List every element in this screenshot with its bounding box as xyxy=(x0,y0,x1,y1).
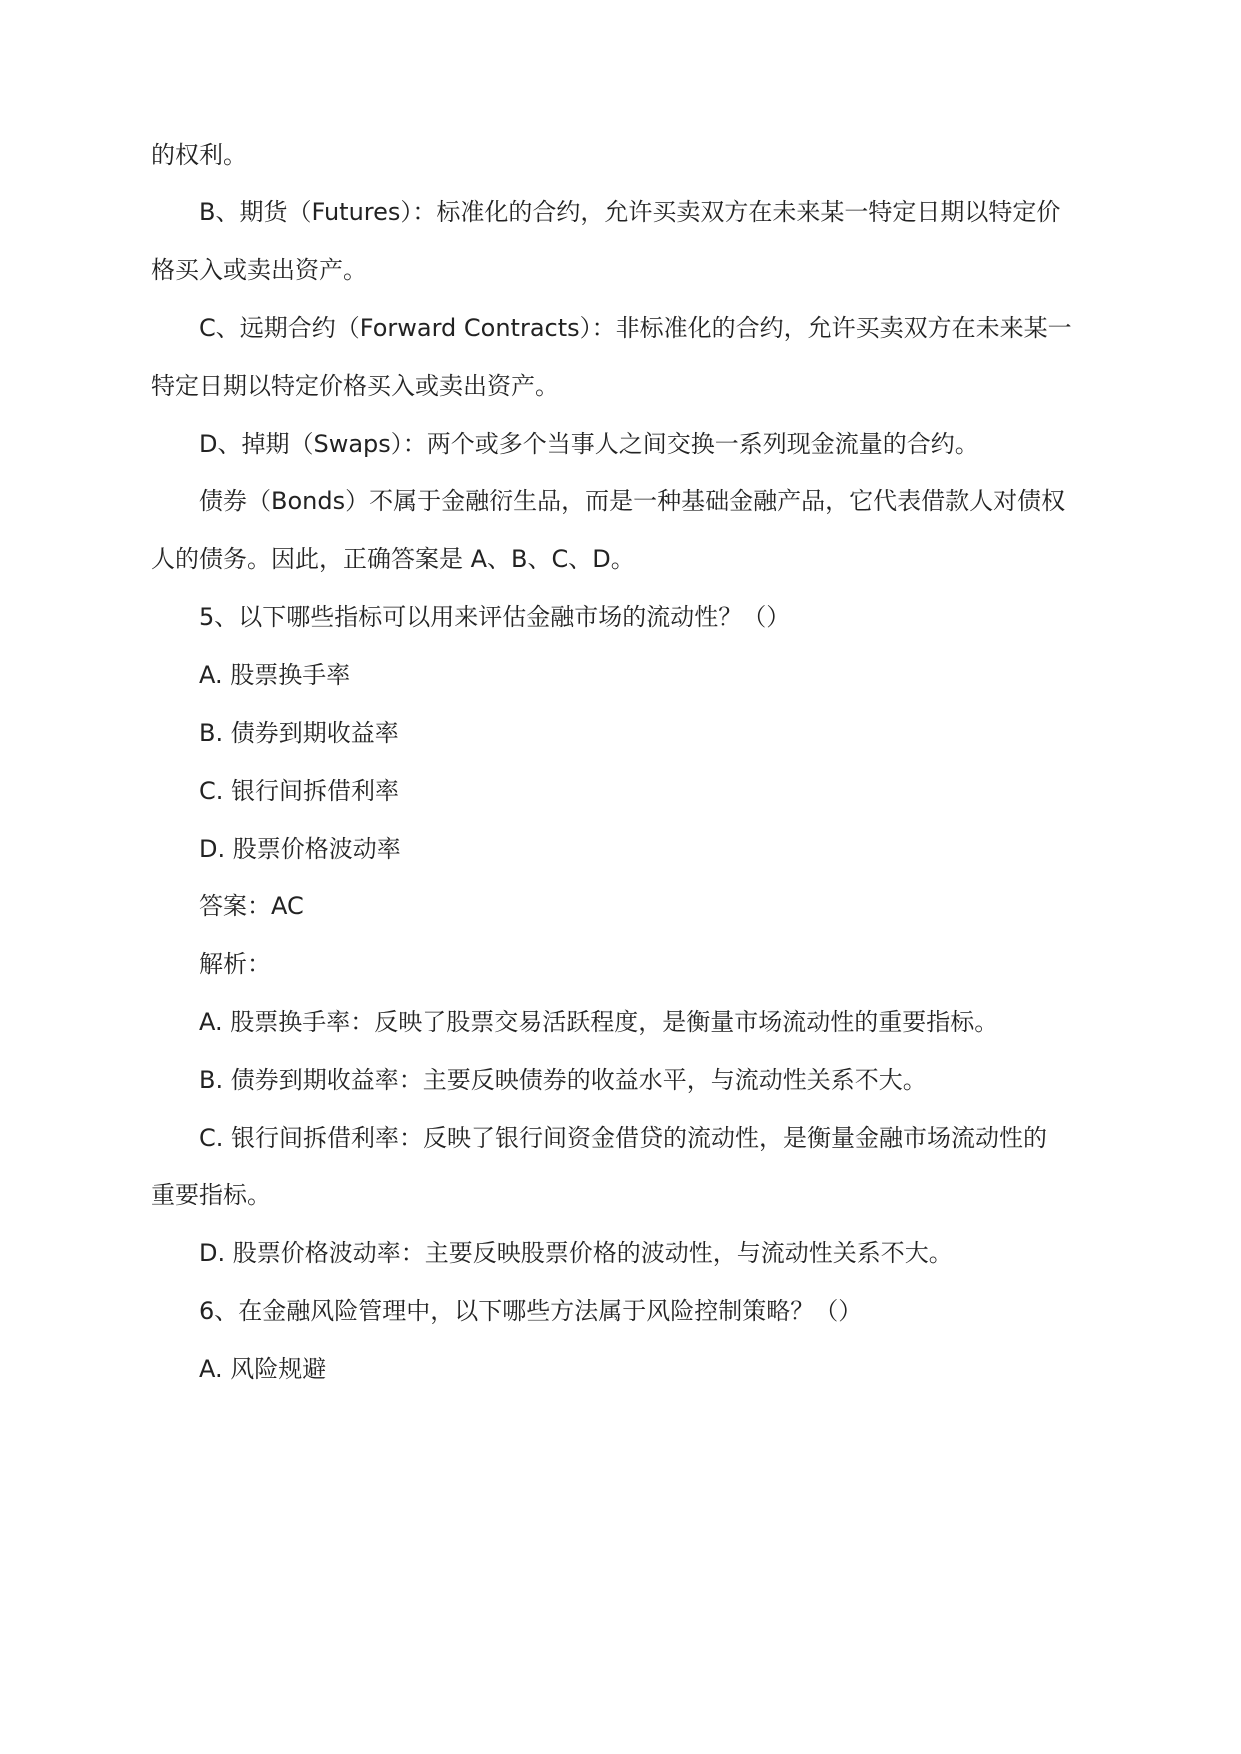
text-line-8: 人的债务。因此，正确答案是 A、B、C、D。 xyxy=(151,545,635,573)
analysis-c-continued: 重要指标。 xyxy=(151,1181,271,1209)
text-line-5: 特定日期以特定价格买入或卖出资产。 xyxy=(151,372,559,400)
question-5: 5、以下哪些指标可以用来评估金融市场的流动性？（） xyxy=(199,603,791,631)
text-line-4: C、远期合约（Forward Contracts）：非标准化的合约，允许买卖双方在未来某一 xyxy=(199,314,1072,342)
option-c: C. 银行间拆借利率 xyxy=(199,777,400,805)
question-6: 6、在金融风险管理中，以下哪些方法属于风险控制策略？（） xyxy=(199,1297,863,1325)
text-line-3: 格买入或卖出资产。 xyxy=(151,256,367,284)
text-line-7: 债券（Bonds）不属于金融衍生品，而是一种基础金融产品，它代表借款人对债权 xyxy=(199,487,1066,515)
option-a: A. 股票换手率 xyxy=(199,661,351,689)
answer-line: 答案：AC xyxy=(199,892,304,920)
option-d: D. 股票价格波动率 xyxy=(199,835,401,863)
analysis-a: A. 股票换手率：反映了股票交易活跃程度，是衡量市场流动性的重要指标。 xyxy=(199,1008,999,1036)
question-6-option-a: A. 风险规避 xyxy=(199,1355,327,1383)
analysis-b: B. 债券到期收益率：主要反映债券的收益水平，与流动性关系不大。 xyxy=(199,1066,927,1094)
option-b: B. 债券到期收益率 xyxy=(199,719,399,747)
analysis-d: D. 股票价格波动率：主要反映股票价格的波动性，与流动性关系不大。 xyxy=(199,1239,953,1267)
text-line-2: B、期货（Futures）：标准化的合约，允许买卖双方在未来某一特定日期以特定价 xyxy=(199,198,1061,226)
analysis-c: C. 银行间拆借利率：反映了银行间资金借贷的流动性，是衡量金融市场流动性的 xyxy=(199,1124,1048,1152)
text-line-6: D、掉期（Swaps）：两个或多个当事人之间交换一系列现金流量的合约。 xyxy=(199,430,979,458)
analysis-heading: 解析： xyxy=(199,950,271,978)
text-line-1: 的权利。 xyxy=(151,141,247,169)
